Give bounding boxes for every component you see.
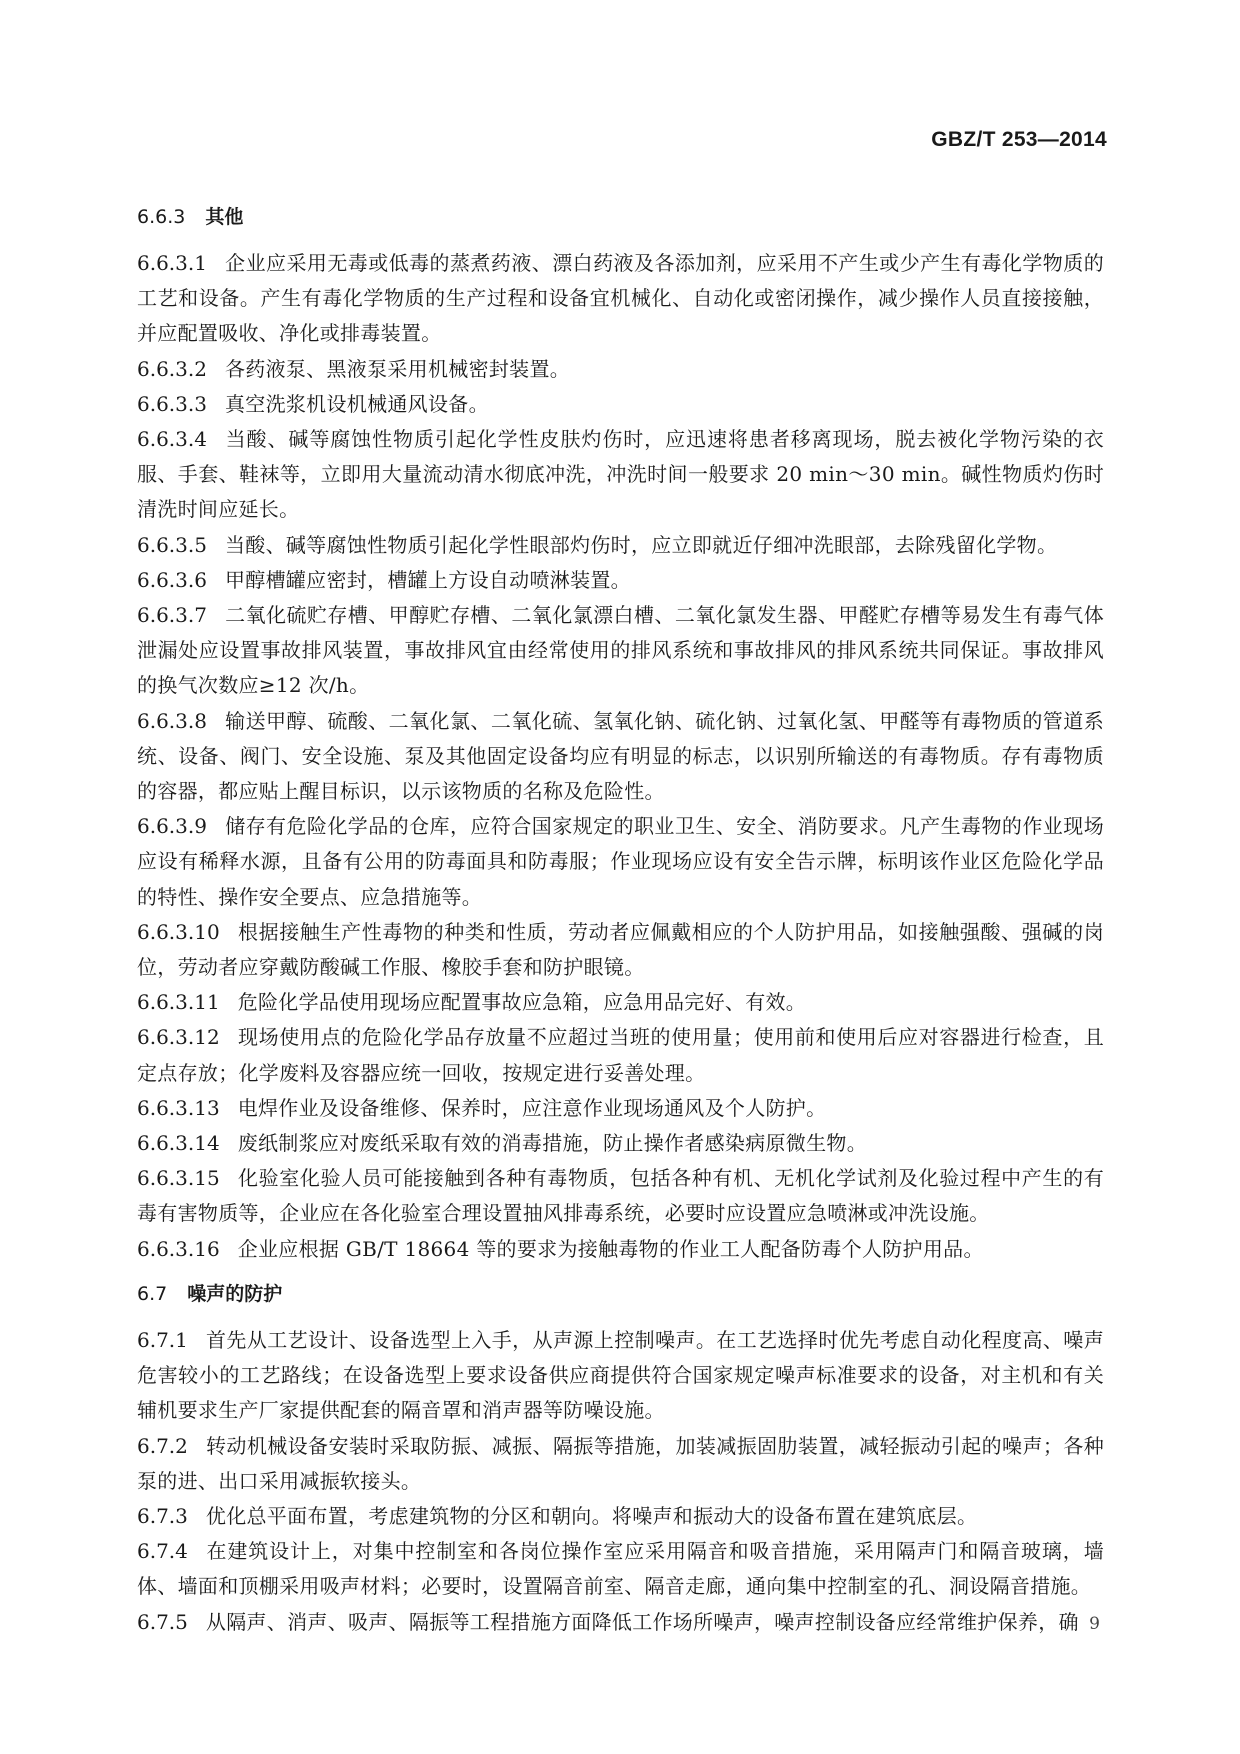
clause-paragraph (137, 985, 1104, 1020)
clause-paragraph (137, 1020, 1104, 1090)
clause-text: 根据接触生产性毒物的种类和性质，劳动者应佩戴相应的个人防护用品，如接触强酸、强碱的岗位，劳动者应穿戴防酸碱工作服、橡胶手套和防护眼镜。 (137, 919, 1104, 980)
clause-paragraph (137, 1161, 1104, 1231)
page-number: 9 (1089, 1614, 1100, 1634)
clause-paragraph (137, 1605, 1104, 1640)
clause-paragraph (137, 704, 1104, 810)
clause-number: 6.6.3.10 (137, 919, 220, 944)
clause-text: 在建筑设计上，对集中控制室和各岗位操作室应采用隔音和吸音措施，采用隔声门和隔音玻璃，墙体、墙面和顶棚采用吸声材料；必要时，设置隔音前室、隔音走廊，通向集中控制室的孔、洞设隔音措施。 (137, 1539, 1104, 1599)
clause-paragraph (137, 1499, 1104, 1534)
clause-text: 废纸制浆应对废纸采取有效的消毒措施，防止操作者感染病原微生物。 (237, 1131, 868, 1156)
clause-paragraph (137, 422, 1104, 528)
section-number: 6.7 (137, 1282, 168, 1305)
clause-text: 电焊作业及设备维修、保养时，应注意作业现场通风及个人防护。 (237, 1095, 827, 1120)
clause-text: 当酸、碱等腐蚀性物质引起化学性皮肤灼伤时，应迅速将患者移离现场，脱去被化学物污染的衣服、手套、鞋袜等，立即用大量流动清水彻底冲洗，冲洗时间一般要求 20 min～30 min。碱性物质灼伤时清洗时间应延长。 (137, 427, 1104, 522)
clause-number: 6.6.3.3 (137, 391, 207, 416)
clause-text: 首先从工艺设计、设备选型上入手，从声源上控制噪声。在工艺选择时优先考虑自动化程度高、噪声危害较小的工艺路线；在设备选型上要求设备供应商提供符合国家规定噪声标准要求的设备，对主机和有关辅机要求生产厂家提供配套的隔音罩和消声器等防噪设施。 (137, 1327, 1104, 1423)
clause-number: 6.6.3.16 (137, 1236, 220, 1261)
section-6-6-3-paragraphs (137, 246, 1104, 1267)
clause-text: 输送甲醇、硫酸、二氧化氯、二氧化硫、氢氧化钠、硫化钠、过氧化氢、甲醛等有毒物质的管道系统、设备、阀门、安全设施、泵及其他固定设备均应有明显的标志，以识别所输送的有毒物质。存有毒物质的容器，都应贴上醒目标识，以示该物质的名称及危险性。 (137, 708, 1104, 804)
clause-text: 当酸、碱等腐蚀性物质引起化学性眼部灼伤时，应立即就近仔细冲洗眼部，去除残留化学物。 (224, 532, 1058, 557)
clause-paragraph (137, 1126, 1104, 1161)
document-body (137, 200, 1104, 1640)
clause-number: 6.7.5 (137, 1609, 188, 1634)
section-number: 6.6.3 (137, 206, 186, 228)
clause-paragraph (137, 387, 1104, 422)
clause-text: 优化总平面布置，考虑建筑物的分区和朝向。将噪声和振动大的设备布置在建筑底层。 (205, 1503, 978, 1528)
clause-paragraph (137, 352, 1104, 387)
clause-paragraph (137, 1534, 1104, 1604)
clause-number: 6.7.1 (137, 1327, 188, 1352)
clause-number: 6.6.3.7 (137, 603, 207, 628)
clause-paragraph (137, 915, 1104, 985)
clause-text: 甲醇槽罐应密封，槽罐上方设自动喷淋装置。 (224, 567, 631, 592)
clause-number: 6.6.3.14 (137, 1131, 220, 1156)
clause-number: 6.6.3.11 (137, 990, 220, 1015)
section-heading-6-7 (137, 1277, 1104, 1312)
section-title: 其他 (205, 206, 244, 228)
section-6-7-paragraphs (137, 1323, 1104, 1640)
clause-number: 6.7.4 (137, 1539, 188, 1564)
clause-paragraph (137, 809, 1104, 915)
clause-paragraph (137, 563, 1104, 598)
clause-text: 企业应采用无毒或低毒的蒸煮药液、漂白药液及各添加剂，应采用不产生或少产生有毒化学物质的工艺和设备。产生有毒化学物质的生产过程和设备宜机械化、自动化或密闭操作，减少操作人员直接接触，并应配置吸收、净化或排毒装置。 (137, 251, 1104, 346)
clause-text: 从隔声、消声、吸声、隔振等工程措施方面降低工作场所噪声，噪声控制设备应经常维护保养，确 (205, 1609, 1079, 1634)
clause-text: 危险化学品使用现场应配置事故应急箱，应急用品完好、有效。 (237, 990, 807, 1015)
clause-paragraph (137, 246, 1104, 352)
clause-number: 6.6.3.1 (137, 251, 207, 275)
standard-code: GBZ/T 253—2014 (931, 128, 1107, 151)
section-title: 噪声的防护 (187, 1282, 283, 1305)
clause-paragraph (137, 1323, 1104, 1429)
clause-number: 6.6.3.9 (137, 814, 207, 839)
clause-number: 6.6.3.12 (137, 1025, 220, 1050)
clause-number: 6.7.2 (137, 1433, 188, 1458)
clause-text: 储存有危险化学品的仓库，应符合国家规定的职业卫生、安全、消防要求。凡产生毒物的作业现场应设有稀释水源，且备有公用的防毒面具和防毒服；作业现场应设有安全告示牌，标明该作业区危险化学品的特性、操作安全要点、应急措施等。 (137, 814, 1104, 909)
clause-text: 二氧化硫贮存槽、甲醇贮存槽、二氧化氯漂白槽、二氧化氯发生器、甲醛贮存槽等易发生有毒气体泄漏处应设置事故排风装置，事故排风宜由经常使用的排风系统和事故排风的排风系统共同保证。事故排风的换气次数应≥12 次/h。 (137, 603, 1104, 698)
clause-number: 6.6.3.4 (137, 427, 207, 452)
clause-text: 现场使用点的危险化学品存放量不应超过当班的使用量；使用前和使用后应对容器进行检查，且定点存放；化学废料及容器应统一回收，按规定进行妥善处理。 (137, 1025, 1104, 1085)
clause-text: 真空洗浆机设机械通风设备。 (224, 391, 489, 416)
clause-number: 6.6.3.13 (137, 1095, 220, 1120)
clause-number: 6.6.3.2 (137, 356, 207, 381)
clause-number: 6.6.3.5 (137, 532, 207, 557)
clause-paragraph (137, 1429, 1104, 1499)
clause-paragraph (137, 528, 1104, 563)
clause-paragraph (137, 1232, 1104, 1267)
clause-number: 6.6.3.6 (137, 567, 207, 592)
clause-number: 6.6.3.15 (137, 1166, 220, 1191)
clause-text: 转动机械设备安装时采取防振、减振、隔振等措施，加装减振固肋装置，减轻振动引起的噪声；各种泵的进、出口采用减振软接头。 (137, 1433, 1104, 1493)
section-heading-6-6-3 (137, 200, 1104, 235)
clause-number: 6.7.3 (137, 1503, 188, 1528)
clause-number: 6.6.3.8 (137, 708, 207, 733)
clause-paragraph (137, 1091, 1104, 1126)
clause-text: 企业应根据 GB/T 18664 等的要求为接触毒物的作业工人配备防毒个人防护用品。 (237, 1236, 984, 1261)
clause-paragraph (137, 598, 1104, 704)
clause-text: 化验室化验人员可能接触到各种有毒物质，包括各种有机、无机化学试剂及化验过程中产生的有毒有害物质等，企业应在各化验室合理设置抽风排毒系统，必要时应设置应急喷淋或冲洗设施。 (137, 1166, 1104, 1226)
clause-text: 各药液泵、黑液泵采用机械密封装置。 (224, 356, 571, 381)
